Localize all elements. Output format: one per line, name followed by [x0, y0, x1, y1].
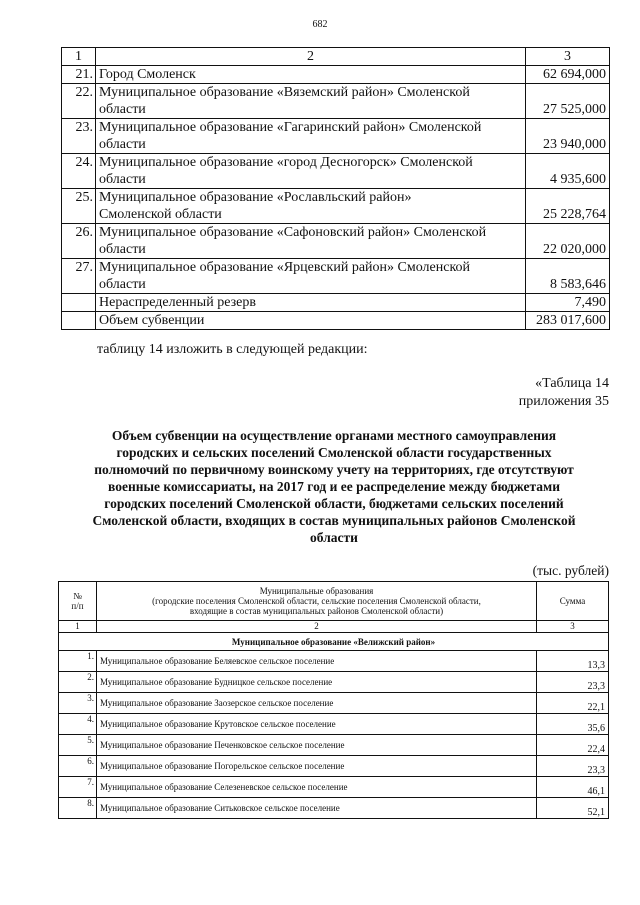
- header-text: (городские поселения Смоленской области, сельские поселения Смоленской области,: [152, 596, 481, 606]
- table-row: [62, 189, 610, 224]
- row-name-line: области: [99, 102, 146, 117]
- table-reference-line: «Таблица 14: [535, 376, 609, 391]
- table-header-row: [59, 582, 609, 621]
- title-line: Объем субвенции на осуществление органами местного самоуправления: [111, 428, 557, 443]
- row-value: 52,1: [537, 798, 609, 819]
- table-row: [59, 735, 609, 756]
- intro-text: таблицу 14 изложить в следующей редакции:: [97, 342, 368, 357]
- header-text: п/п: [71, 601, 84, 611]
- row-value: 7,490: [526, 294, 610, 312]
- table-row: [59, 756, 609, 777]
- document-title: [56, 427, 612, 546]
- row-name-line: Муниципальное образование «Рославльский район»: [99, 190, 412, 205]
- row-number: 25.: [62, 189, 96, 224]
- header-number-cell: [59, 582, 97, 621]
- row-name: [96, 119, 526, 154]
- row-number: 26.: [62, 224, 96, 259]
- row-name-line: Муниципальное образование «город Десногорск» Смоленской: [99, 155, 473, 170]
- row-name: [96, 189, 526, 224]
- table-row: [62, 224, 610, 259]
- row-name-line: области: [99, 242, 146, 257]
- row-value: 4 935,600: [526, 154, 610, 189]
- row-name: [96, 66, 526, 84]
- row-name: [96, 259, 526, 294]
- title-line: полномочий по первичному воинскому учету на территориях, где отсутствуют: [94, 462, 574, 477]
- row-name-line: области: [99, 137, 146, 152]
- table-header-row: [62, 48, 610, 66]
- row-number: [62, 294, 96, 312]
- table-reference: [519, 375, 609, 411]
- row-value: 22 020,000: [526, 224, 610, 259]
- table-row: [62, 84, 610, 119]
- table-row: [59, 798, 609, 819]
- row-value: 22,4: [537, 735, 609, 756]
- row-value: 46,1: [537, 777, 609, 798]
- row-value: 27 525,000: [526, 84, 610, 119]
- row-name: [96, 224, 526, 259]
- header-cell: 2: [96, 48, 526, 66]
- row-number: 4.: [59, 714, 97, 735]
- row-number: 21.: [62, 66, 96, 84]
- row-name-line: Смоленской области: [99, 207, 222, 222]
- table-row: [62, 259, 610, 294]
- table-row: [62, 119, 610, 154]
- page-number: 682: [312, 19, 328, 30]
- row-name: Муниципальное образование Погорельское сельское поселение: [97, 756, 537, 777]
- row-name: Муниципальное образование Печенковское сельское поселение: [97, 735, 537, 756]
- column-numbers-row: [59, 621, 609, 633]
- row-value: 22,1: [537, 693, 609, 714]
- table-row: [62, 66, 610, 84]
- row-number: 27.: [62, 259, 96, 294]
- header-cell: 1: [62, 48, 96, 66]
- row-value: 25 228,764: [526, 189, 610, 224]
- subvention-table: [58, 581, 609, 819]
- row-name-line: Город Смоленск: [99, 67, 196, 82]
- table-row: [59, 672, 609, 693]
- row-number: 8.: [59, 798, 97, 819]
- row-number: 22.: [62, 84, 96, 119]
- title-line: городских поселений Смоленской области, бюджетами сельских поселений: [104, 496, 564, 511]
- row-name-line: области: [99, 277, 146, 292]
- row-name-line: Нераспределенный резерв: [99, 295, 256, 310]
- row-number: 2.: [59, 672, 97, 693]
- title-line: городских и сельских поселений Смоленской области государственных: [116, 445, 552, 460]
- row-name: Муниципальное образование Заозерское сельское поселение: [97, 693, 537, 714]
- header-text: Муниципальные образования: [259, 586, 374, 596]
- row-name: [96, 154, 526, 189]
- row-name: Муниципальное образование Будницкое сельское поселение: [97, 672, 537, 693]
- row-name: [96, 294, 526, 312]
- header-sum-cell: Сумма: [537, 582, 609, 621]
- title-line: Смоленской области, входящих в состав муниципальных районов Смоленской: [92, 513, 576, 528]
- row-number: 24.: [62, 154, 96, 189]
- row-value: 23 940,000: [526, 119, 610, 154]
- row-name-line: Муниципальное образование «Сафоновский район» Смоленской: [99, 225, 487, 240]
- row-value: 62 694,000: [526, 66, 610, 84]
- column-number: 1: [59, 621, 97, 633]
- row-name: Муниципальное образование Крутовское сельское поселение: [97, 714, 537, 735]
- section-row: [59, 633, 609, 651]
- row-number: 5.: [59, 735, 97, 756]
- row-name-line: Муниципальное образование «Вяземский район» Смоленской: [99, 85, 470, 100]
- header-cell: 3: [526, 48, 610, 66]
- row-value: 8 583,646: [526, 259, 610, 294]
- row-name: Муниципальное образование Селезеневское сельское поселение: [97, 777, 537, 798]
- allocation-table-continued: [61, 47, 610, 330]
- row-name-line: области: [99, 172, 146, 187]
- row-name-line: Муниципальное образование «Гагаринский район» Смоленской: [99, 120, 482, 135]
- column-number: 3: [537, 621, 609, 633]
- row-name: Муниципальное образование Беляевское сельское поселение: [97, 651, 537, 672]
- section-title: Муниципальное образование «Велижский район»: [59, 633, 609, 651]
- row-value: 13,3: [537, 651, 609, 672]
- row-number: 23.: [62, 119, 96, 154]
- table-row: [59, 777, 609, 798]
- row-value: 23,3: [537, 672, 609, 693]
- row-number: 1.: [59, 651, 97, 672]
- table-row: [59, 651, 609, 672]
- row-name: Муниципальное образование Ситьковское сельское поселение: [97, 798, 537, 819]
- table-row: [62, 154, 610, 189]
- table-row: [59, 693, 609, 714]
- row-name-line: Муниципальное образование «Ярцевский район» Смоленской: [99, 260, 471, 275]
- row-name: [96, 84, 526, 119]
- row-number: [62, 312, 96, 330]
- table-row: [59, 714, 609, 735]
- row-name-line: Объем субвенции: [99, 313, 205, 328]
- column-number: 2: [97, 621, 537, 633]
- row-value: 35,6: [537, 714, 609, 735]
- row-number: 6.: [59, 756, 97, 777]
- title-line: военные комиссариаты, на 2017 год и ее распределение между бюджетами: [108, 479, 560, 494]
- row-number: 3.: [59, 693, 97, 714]
- row-value: 283 017,600: [526, 312, 610, 330]
- row-value: 23,3: [537, 756, 609, 777]
- units-label: (тыс. рублей): [532, 563, 609, 578]
- row-name: [96, 312, 526, 330]
- header-text: входящие в состав муниципальных районов Смоленской области): [189, 606, 444, 616]
- title-line: области: [310, 530, 358, 545]
- table-reference-line: приложения 35: [518, 394, 609, 409]
- table-row: [62, 294, 610, 312]
- header-text: №: [73, 591, 82, 601]
- table-row: [62, 312, 610, 330]
- header-name-cell: [97, 582, 537, 621]
- row-number: 7.: [59, 777, 97, 798]
